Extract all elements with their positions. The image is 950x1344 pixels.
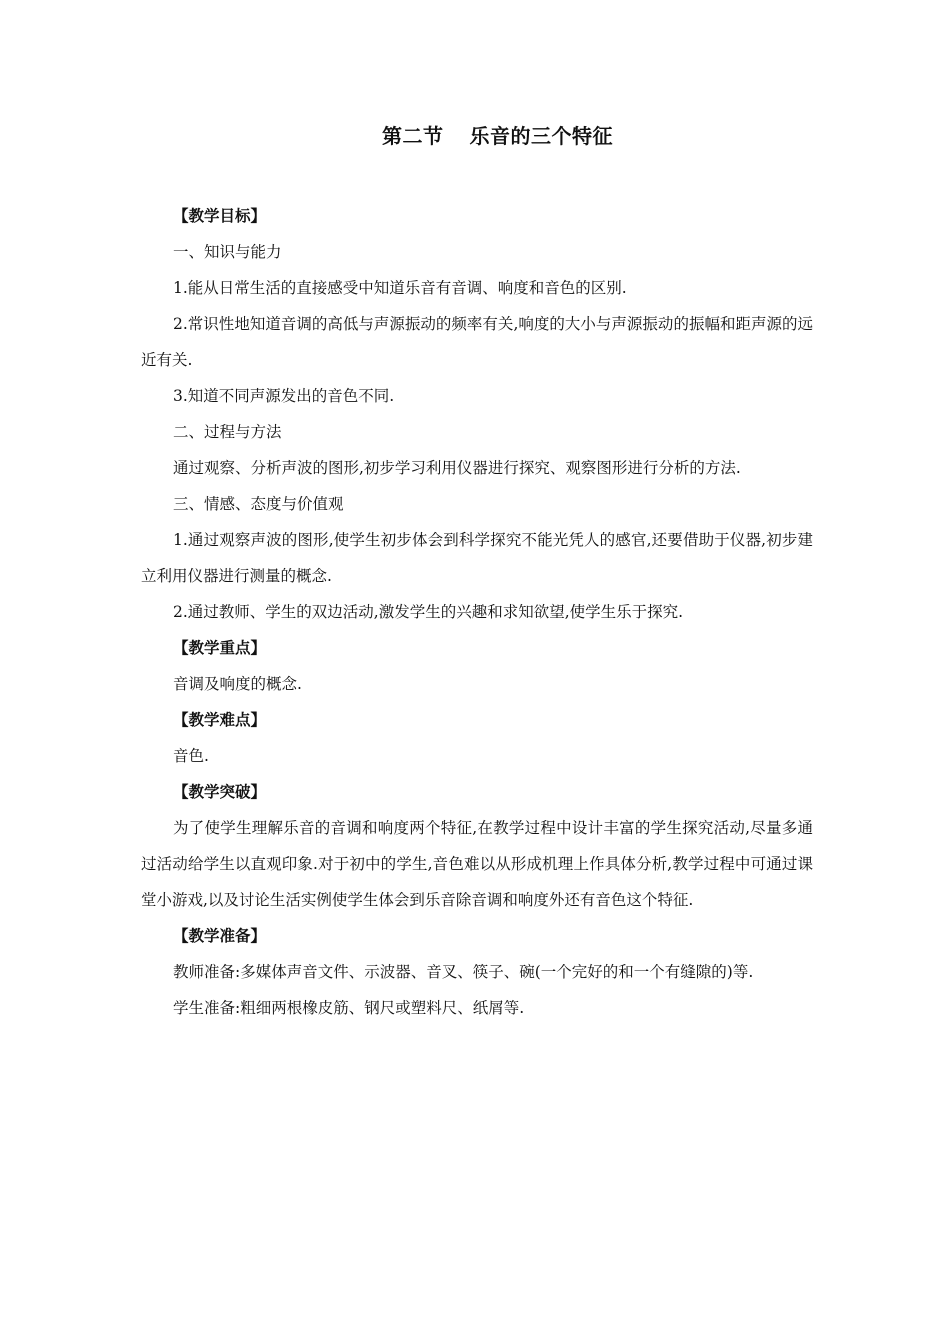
heading-difficulty: 【教学难点】 [173, 711, 267, 729]
subheading-attitude: 三、情感、态度与价值观 [173, 495, 344, 513]
difficulty-paragraph: 音色. [173, 747, 209, 765]
teacher-preparation: 教师准备:多媒体声音文件、示波器、音叉、筷子、碗(一个完好的和一个有缝隙的)等. [173, 963, 754, 981]
attitude-item: 2.通过教师、学生的双边活动,激发学生的兴趣和求知欲望,使学生乐于探究. [173, 603, 684, 621]
heading-key-points: 【教学重点】 [173, 639, 267, 657]
breakthrough-paragraph: 为了使学生理解乐音的音调和响度两个特征,在教学过程中设计丰富的学生探究活动,尽量多通过活动给学生以直观印象.对于初中的学生,音色难以从形成机理上作具体分析,教学过程中可通过课堂小游戏,以及讨论生活实例使学生体会到乐音除音调和响度外还有音色这个特征. [141, 819, 813, 909]
objective-item: 2.常识性地知道音调的高低与声源振动的频率有关,响度的大小与声源振动的振幅和距声源的远近有关. [141, 315, 813, 369]
objective-item: 1.能从日常生活的直接感受中知道乐音有音调、响度和音色的区别. [173, 279, 627, 297]
section-title: 乐音的三个特征 [469, 124, 613, 148]
objective-item: 3.知道不同声源发出的音色不同. [173, 387, 395, 405]
section-number: 第二节 [382, 124, 444, 148]
subheading-knowledge: 一、知识与能力 [173, 243, 282, 261]
heading-breakthrough: 【教学突破】 [173, 783, 267, 801]
subheading-process: 二、过程与方法 [173, 423, 282, 441]
key-points-paragraph: 音调及响度的概念. [173, 675, 302, 693]
document-body [141, 198, 813, 1026]
page-title [0, 121, 950, 151]
heading-preparation: 【教学准备】 [173, 927, 267, 945]
process-paragraph: 通过观察、分析声波的图形,初步学习利用仪器进行探究、观察图形进行分析的方法. [173, 459, 741, 477]
student-preparation: 学生准备:粗细两根橡皮筋、钢尺或塑料尺、纸屑等. [173, 999, 525, 1017]
heading-objectives: 【教学目标】 [173, 207, 267, 225]
attitude-item: 1.通过观察声波的图形,使学生初步体会到科学探究不能光凭人的感官,还要借助于仪器,初步建立利用仪器进行测量的概念. [141, 531, 813, 585]
